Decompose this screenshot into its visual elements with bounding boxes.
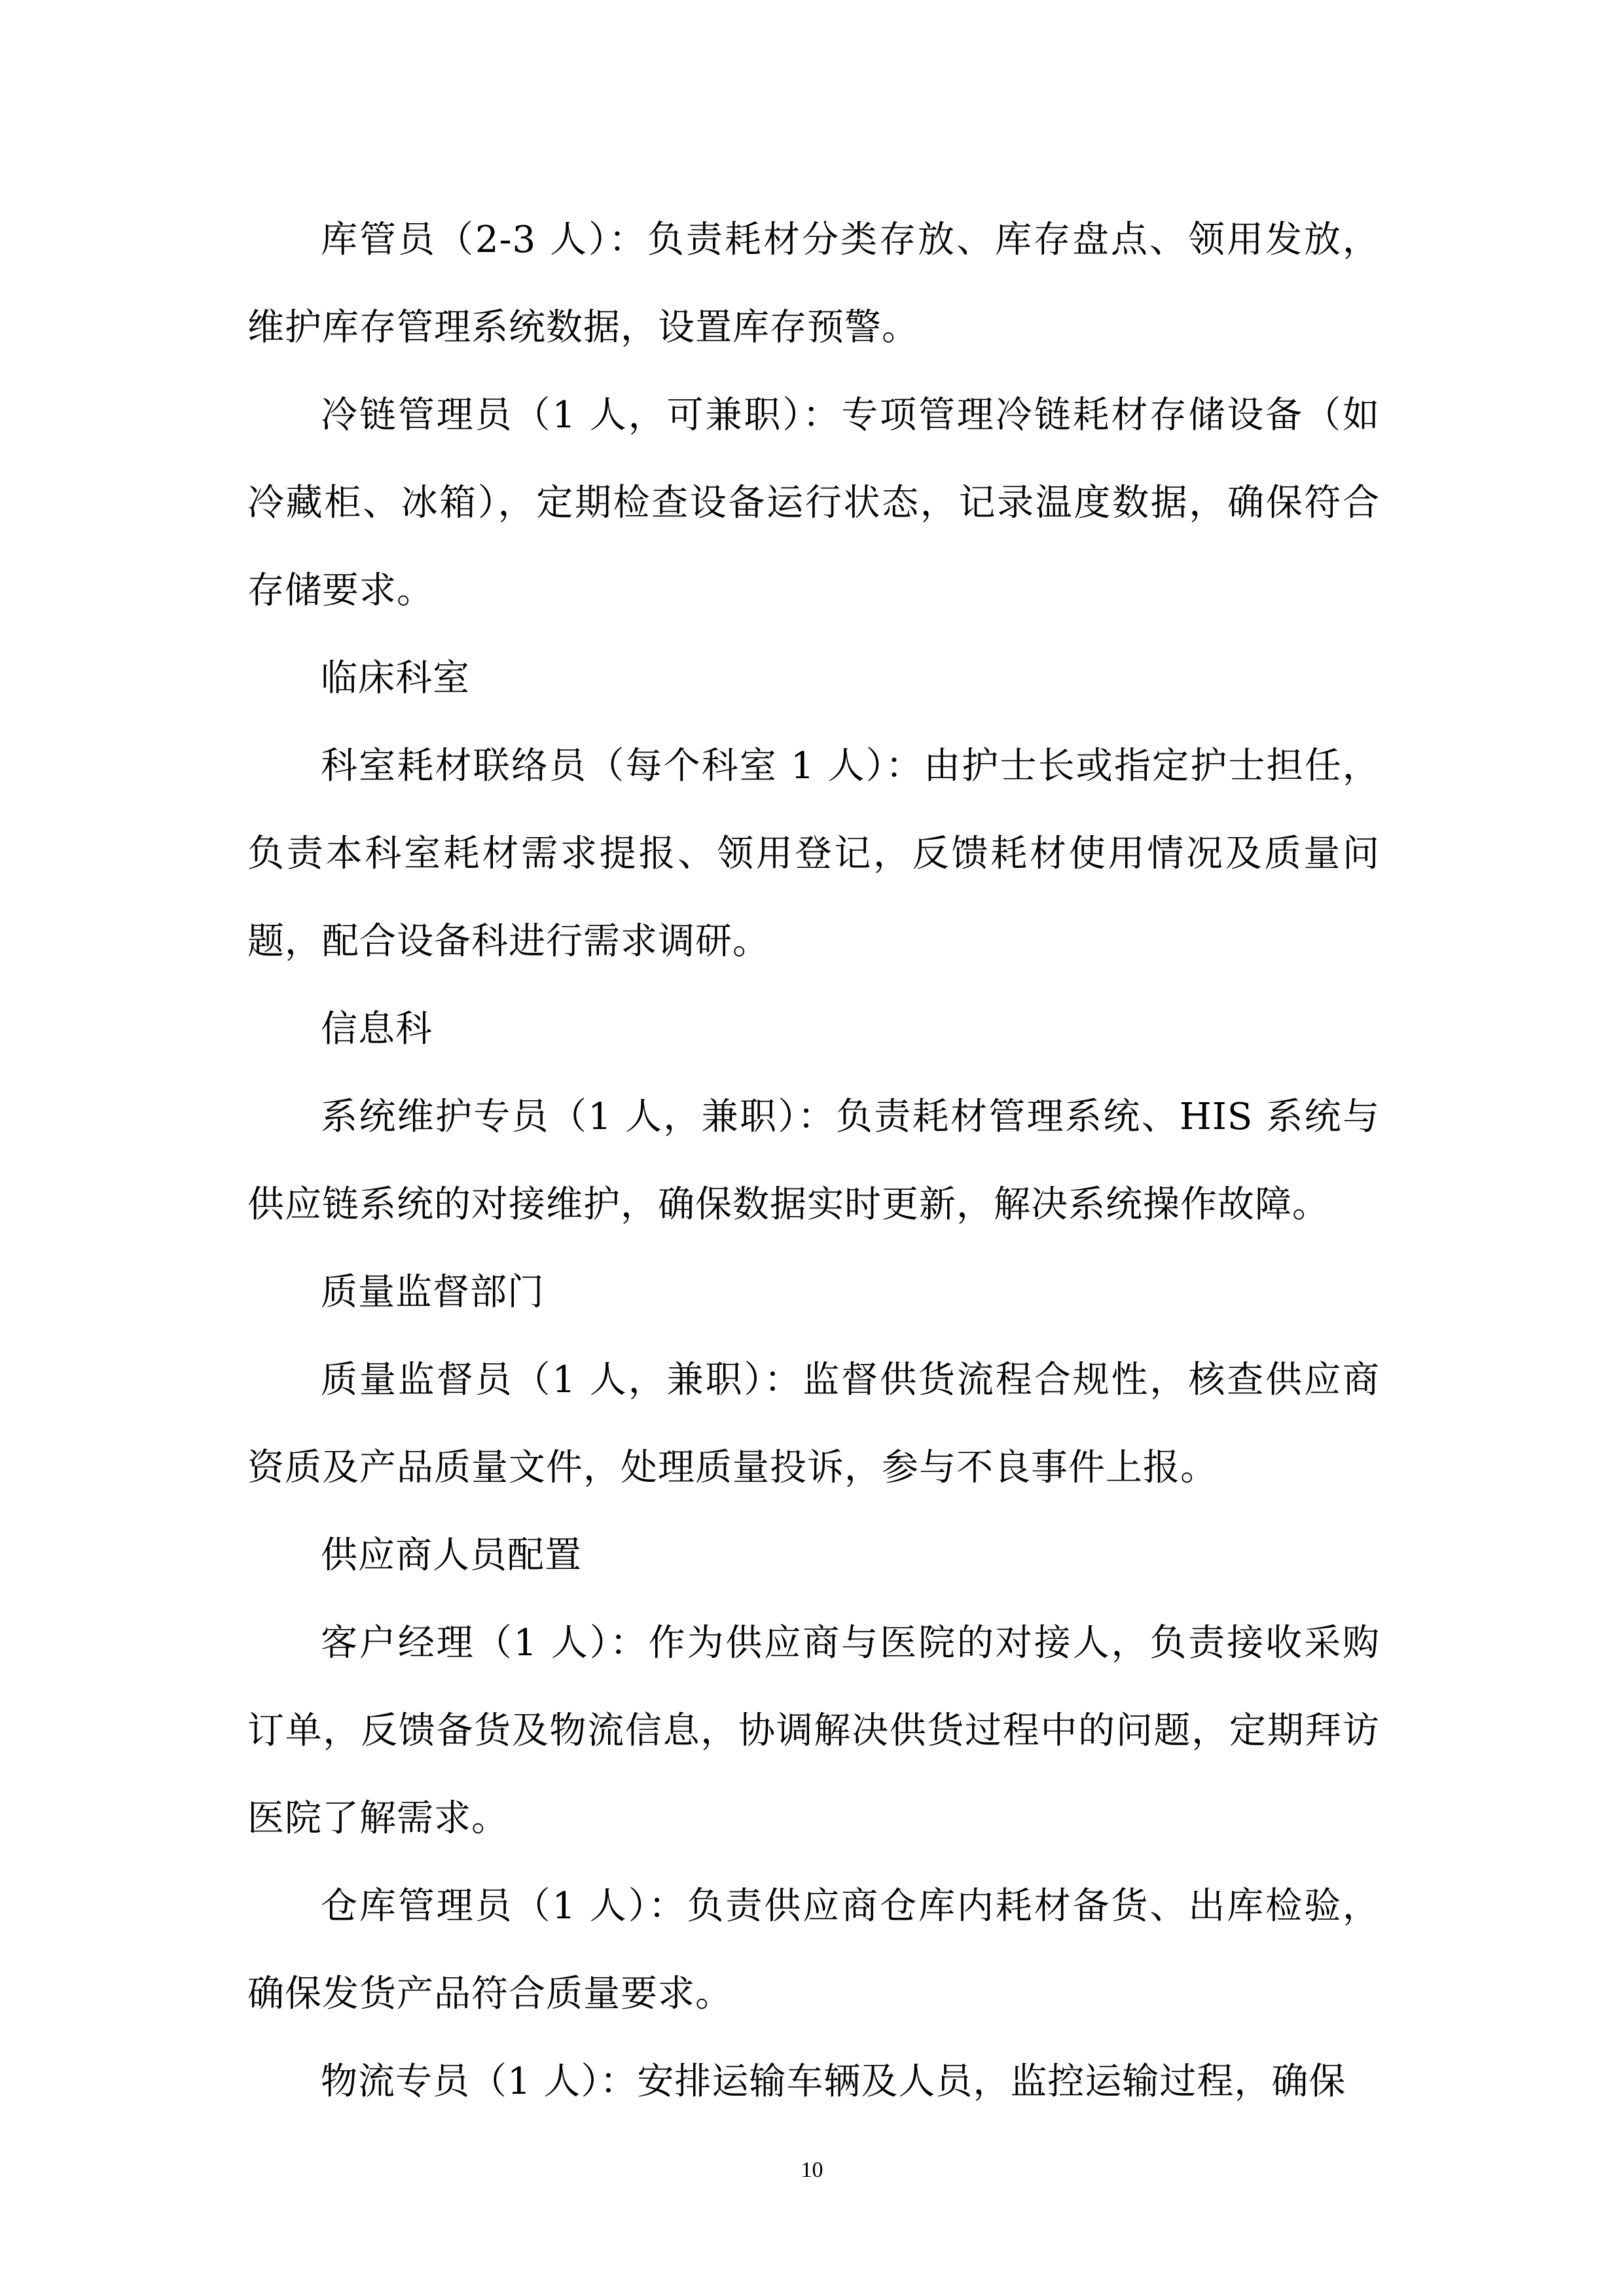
paragraph-warehouse-administrator: 仓库管理员（1 人）：负责供应商仓库内耗材备货、出库检验，确保发货产品符合质量要求。: [247, 1885, 1380, 2015]
paragraph-system-maintenance: 系统维护专员（1 人，兼职）：负责耗材管理系统、HIS 系统与供应链系统的对接维护，确保数据实时更新，解决系统操作故障。: [247, 1096, 1380, 1226]
paragraph-logistics-specialist: 物流专员（1 人）：安排运输车辆及人员，监控运输过程，确保: [321, 2060, 1346, 2103]
heading-information-department: 信息科: [321, 1008, 433, 1050]
paragraph-department-liaison: 科室耗材联络员（每个科室 1 人）：由护士长或指定护士担任，负责本科室耗材需求提报、领用登记，反馈耗材使用情况及质量问题，配合设备科进行需求调研。: [247, 745, 1380, 963]
heading-clinical-departments: 临床科室: [321, 657, 470, 700]
heading-supplier-staffing: 供应商人员配置: [321, 1534, 582, 1577]
paragraph-quality-supervisor: 质量监督员（1 人，兼职）：监督供货流程合规性，核查供应商资质及产品质量文件，处理质量投诉，参与不良事件上报。: [247, 1359, 1380, 1489]
page-number: 10: [801, 2158, 823, 2182]
paragraph-account-manager: 客户经理（1 人）：作为供应商与医院的对接人，负责接收采购订单，反馈备货及物流信息，协调解决供货过程中的问题，定期拜访医院了解需求。: [247, 1622, 1380, 1840]
paragraph-warehouse-keeper: 库管员（2-3 人）：负责耗材分类存放、库存盘点、领用发放，维护库存管理系统数据，设置库存预警。: [247, 219, 1380, 349]
paragraph-cold-chain-manager: 冷链管理员（1 人，可兼职）：专项管理冷链耗材存储设备（如冷藏柜、冰箱），定期检查设备运行状态，记录温度数据，确保符合存储要求。: [247, 394, 1380, 612]
heading-quality-supervision: 质量监督部门: [321, 1271, 545, 1314]
